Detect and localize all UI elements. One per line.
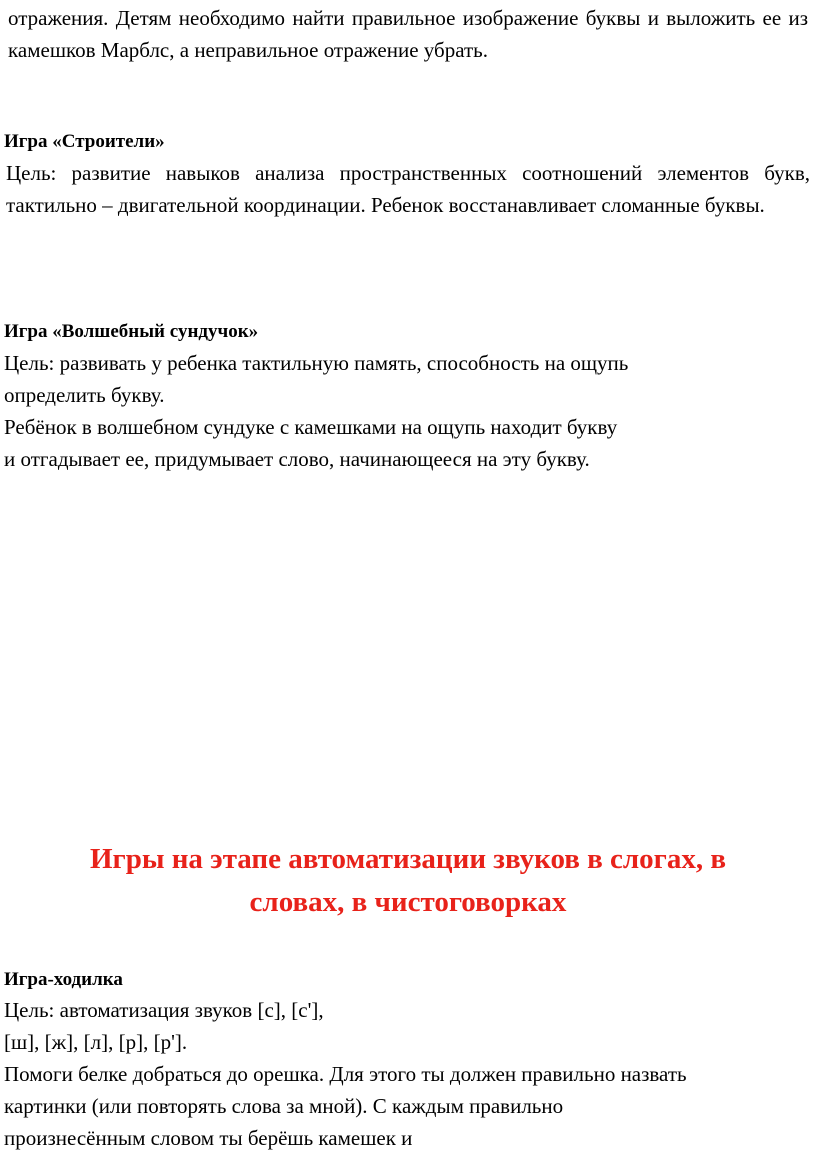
section-title-line: словах, в чистоговорках bbox=[249, 886, 567, 918]
paragraph-magic-chest bbox=[4, 347, 804, 475]
text-line: произнесённым словом ты берёшь камешек и bbox=[4, 1126, 413, 1150]
heading-game-walker: Игра-ходилка bbox=[4, 969, 123, 990]
heading-game-magic-chest: Игра «Волшебный сундучок» bbox=[4, 321, 259, 342]
text-line: определить букву. bbox=[4, 383, 165, 407]
paragraph-reflection: отражения. Детям необходимо найти правильное изображение буквы и выложить ее из камешков Марблс, а неправильное отражение убрать. bbox=[8, 6, 808, 62]
text-line: [ш], [ж], [л], [р], [р']. bbox=[4, 1030, 188, 1054]
text-line: и отгадывает ее, придумывает слово, начинающееся на эту букву. bbox=[4, 447, 590, 471]
text-line: картинки (или повторять слова за мной). С каждым правильно bbox=[4, 1094, 564, 1118]
text-line: Ребёнок в волшебном сундуке с камешками на ощупь находит букву bbox=[4, 415, 618, 439]
paragraph-walker bbox=[4, 994, 812, 1154]
text-line: Цель: автоматизация звуков [с], [с'], bbox=[4, 998, 324, 1022]
heading-game-builders: Игра «Строители» bbox=[4, 131, 165, 152]
section-title-line: Игры на этапе автоматизации звуков в слогах, в bbox=[89, 843, 727, 875]
paragraph-builders-goal: Цель: развитие навыков анализа пространственных соотношений элементов букв, тактильно – двигательной координации. Ребенок восстанавливает сломанные буквы. bbox=[6, 161, 810, 217]
text-line: Помоги белке добраться до орешка. Для этого ты должен правильно назвать bbox=[4, 1062, 687, 1086]
text-line: Цель: развивать у ребенка тактильную память, способность на ощупь bbox=[4, 351, 629, 375]
